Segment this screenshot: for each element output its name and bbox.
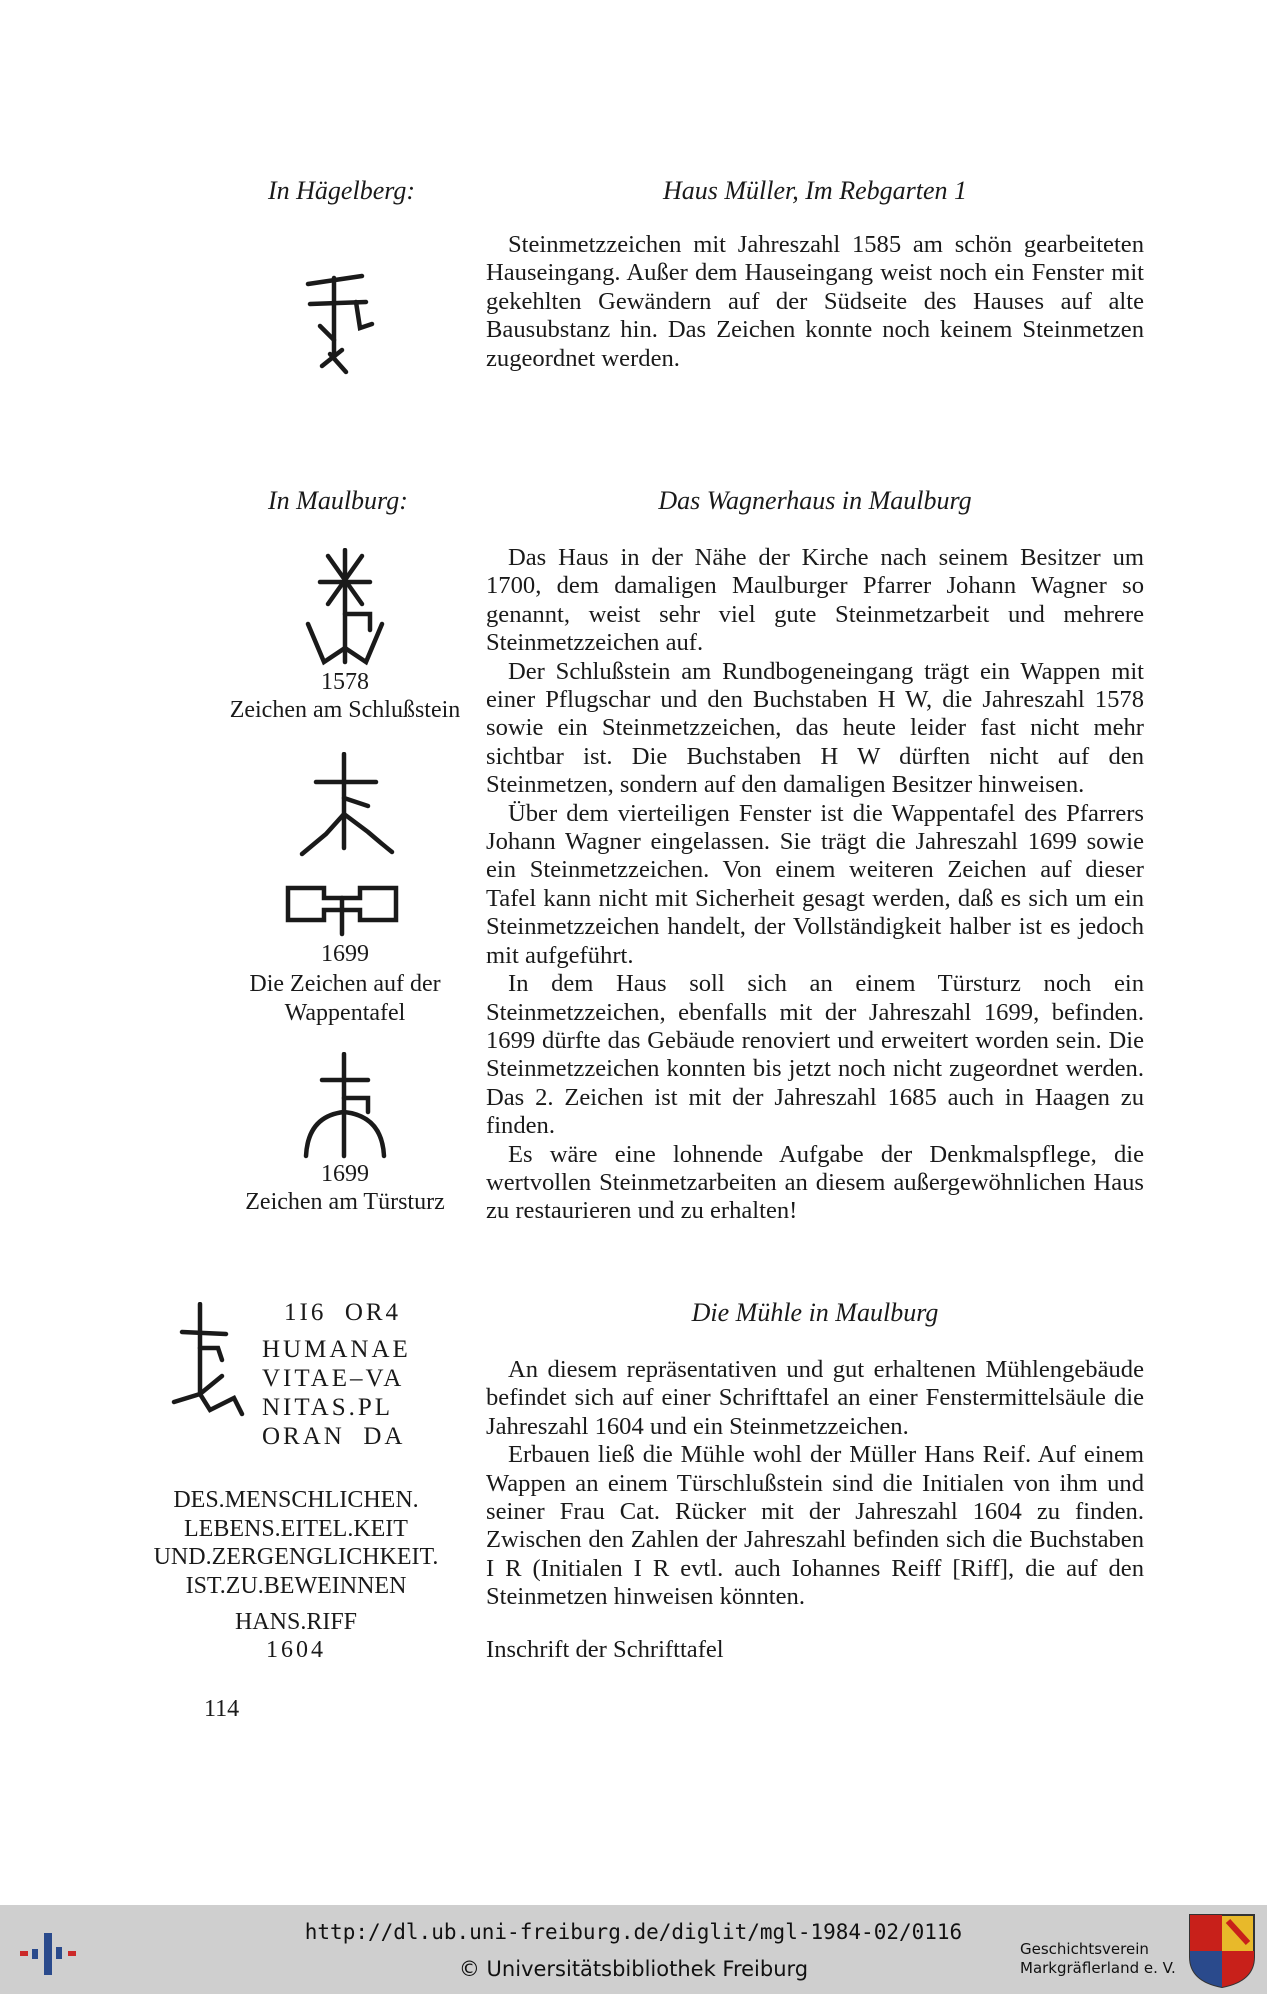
page-number: 114 [204,1696,240,1722]
inscription-top [262,1298,411,1451]
paragraph: An diesem repräsentativen und gut erhaltenen Mühlengebäude befindet sich auf einer Schrifttafel an einer Fenstermittelsäule die Jahreszahl 1604 und ein Steinmetzzeichen. [486,1356,1144,1440]
org-line: Geschichtsverein [1020,1940,1149,1958]
text-wagnerhaus [486,544,1144,1226]
footer-bar [0,1905,1267,1994]
caption-year-1699-a: 1699 [321,941,369,967]
caption-schlussstein: Zeichen am Schlußstein [229,697,461,723]
mason-mark-1585-icon [300,266,380,381]
mason-mark-1604-icon [170,1302,260,1427]
section-title-wagnerhaus: Das Wagnerhaus in Maulburg [658,486,972,515]
inscription-bottom [116,1486,476,1663]
coat-of-arms-icon [1188,1913,1256,1994]
signature-name: HANS.RIFF [234,1609,358,1635]
footer-organization [1020,1940,1176,1978]
caption-wappentafel-line2: Wappentafel [284,1000,406,1026]
caption-wappentafel-line1: Die Zeichen auf der [249,971,441,997]
mason-mark-tuersturz-icon [298,1052,394,1167]
section-label-haegelberg: In Hägelberg: [268,176,416,205]
section-label-maulburg: In Maulburg: [268,486,408,515]
paragraph: In dem Haus soll sich an einem Türsturz noch ein Steinmetzzeichen, ebenfalls mit der Jahreszahl 1699, befinden. 1699 dürfte das Gebäude renoviert und erweitert worden sein. Die Steinmetzzeichen konnten bis jetzt noch nicht zugeordnet werden. Das 2. Zeichen ist mit der Jahreszahl 1685 auch in Haagen zu finden. [486,970,1144,1140]
org-line: Markgräflerland e. V. [1020,1959,1176,1977]
mason-mark-1578-icon [300,548,390,673]
inscription-line: LEBENS.EITEL.KEIT [184,1515,408,1542]
paragraph: Der Schlußstein am Rundbogeneingang trägt ein Wappen mit einer Pflugschar und den Buchstaben H W, die Jahreszahl 1578 sowie ein Steinmetzzeichen, das heute leider fast nicht mehr sichtbar ist. Die Buchstaben H W dürften nicht auf den Steinmetzen, sondern auf den damaligen Besitzer hinweisen. [486,657,1144,799]
inscription-line: VITAE–VA [262,1365,405,1392]
text-haegelberg [486,231,1144,373]
footer-url-link[interactable]: http://dl.ub.uni-freiburg.de/diglit/mgl-1984-02/0116 [304,1920,963,1944]
caption-tuersturz: Zeichen am Türsturz [245,1189,445,1215]
section-title-muehle: Die Mühle in Maulburg [691,1298,939,1327]
inscription-line: UND.ZERGENGLICHKEIT. [153,1544,439,1570]
inscription-line: IST.ZU.BEWEINNEN [185,1572,407,1599]
section-title-haus-mueller: Haus Müller, Im Rebgarten 1 [662,176,967,205]
text-muehle [486,1356,1144,1612]
inscription-line: DES.MENSCHLICHEN. [173,1487,419,1513]
caption-year-1578: 1578 [321,669,369,695]
inscription-line: ORAN DA [262,1423,406,1450]
paragraph: Erbauen ließ die Mühle wohl der Müller Hans Reif. Auf einem Wappen an einem Türschlußstein sind die Initialen von ihm und seiner Frau Cat. Rücker mit der Jahreszahl 1604 zu finden. Zwischen den Zahlen der Jahreszahl befinden sich die Buchstaben I R (Initialen I R evtl. auch Iohannes Reiff [Riff], die auf den Steinmetzen hinweisen könnten. [486,1441,1144,1611]
paragraph: Es wäre eine lohnende Aufgabe der Denkmalspflege, die wertvollen Steinmetzarbeiten an diesem außergewöhnlichen Haus zu restaurieren und zu erhalten! [486,1140,1144,1225]
inscription-note: Inschrift der Schrifttafel [486,1636,724,1663]
caption-year-1699-b: 1699 [321,1161,369,1187]
paragraph: Über dem vierteiligen Fenster ist die Wappentafel des Pfarrers Johann Wagner eingelassen. Sie trägt die Jahreszahl 1699 sowie ein Steinmetzzeichen. Von einem weiteren Zeichen auf dieser Tafel kann nicht mit Sicherheit gesagt werden, daß es sich um ein Steinmetzzeichen handelt, der Vollständigkeit halber ist es jedoch mit aufgeführt. [486,799,1144,969]
signature-year: 1604 [266,1636,326,1663]
paragraph: Steinmetzzeichen mit Jahreszahl 1585 am schön gearbeiteten Hauseingang. Außer dem Hauseingang weist noch ein Fenster mit gekehlten Gewändern auf der Südseite des Hauses auf alte Bausubstanz hin. Das Zeichen konnte noch keinem Steinmetzen zugeordnet werden. [486,231,1144,372]
inscription-line: HUMANAE [262,1336,411,1363]
footer-copyright: © Universitätsbibliothek Freiburg [458,1957,809,1981]
paragraph: Das Haus in der Nähe der Kirche nach seinem Besitzer um 1700, dem damaligen Maulburger Pfarrer Johann Wagner so genannt, weist sehr viel gute Steinmetzarbeit und mehrere Steinmetzzeichen auf. [486,544,1144,657]
inscription-line: 1I6 OR4 [284,1299,402,1326]
inscription-line: NITAS.PL [262,1394,394,1421]
mason-mark-wappentafel-2-icon [284,882,400,943]
mason-mark-wappentafel-1-icon [296,752,396,867]
